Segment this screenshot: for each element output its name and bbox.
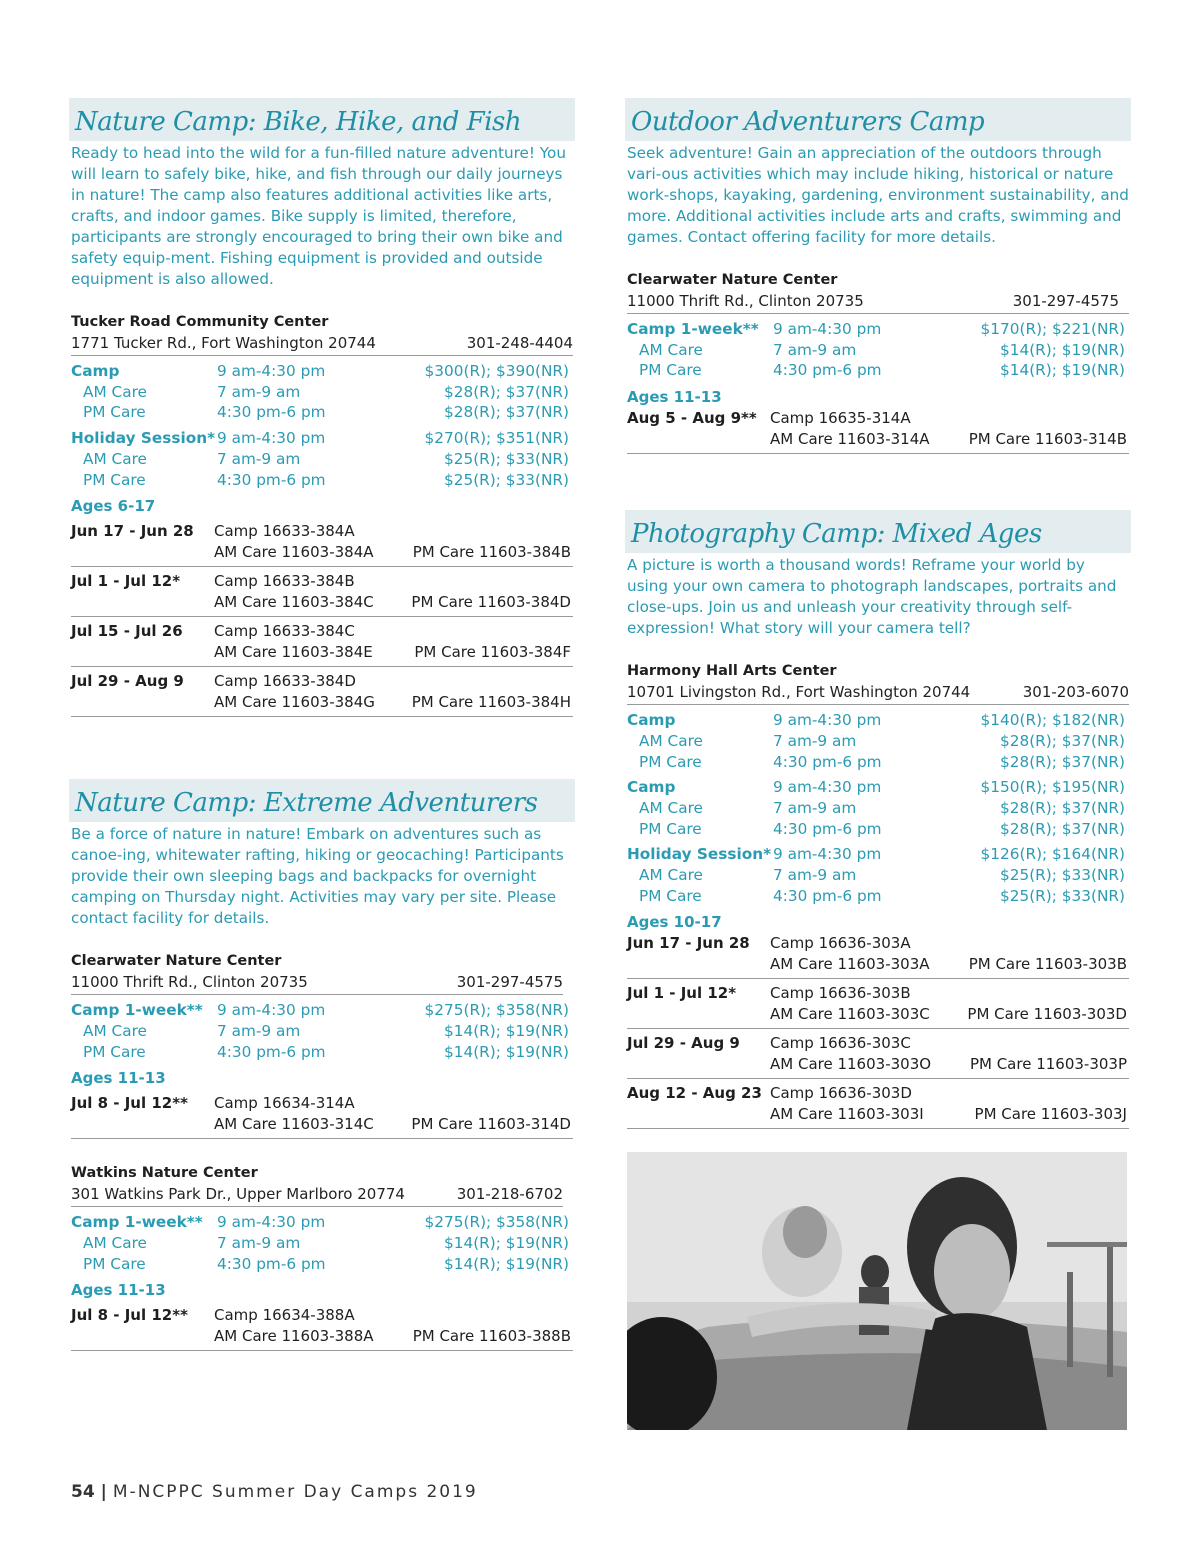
price-label: Holiday Session*	[71, 429, 216, 448]
price-time: 9 am-4:30 pm	[217, 362, 326, 380]
price-cost: $14(R); $19(NR)	[444, 1042, 569, 1061]
price-time: 4:30 pm-6 pm	[217, 470, 326, 489]
facility-phone: 301-203-6070	[1022, 683, 1129, 702]
pm-care-code: PM Care 11603-384B	[412, 543, 571, 562]
facility-address-row	[71, 972, 563, 995]
price-label: Camp	[627, 711, 676, 730]
facility-phone: 301-218-6702	[456, 1185, 563, 1204]
am-care-code: AM Care 11603-384C	[214, 593, 374, 612]
session-dates: Aug 5 - Aug 9**	[627, 409, 757, 428]
facility-name: Clearwater Nature Center	[627, 272, 838, 288]
pm-care-code: PM Care 11603-384H	[411, 693, 571, 712]
price-time: 4:30 pm-6 pm	[773, 752, 882, 771]
price-time: 4:30 pm-6 pm	[773, 819, 882, 838]
camp-photo	[627, 1152, 1127, 1430]
ages-label: Ages 6-17	[71, 497, 156, 516]
price-time: 7 am-9 am	[217, 382, 301, 401]
price-row	[627, 710, 1129, 731]
camp-code: Camp 16633-384D	[214, 672, 356, 691]
price-label: AM Care	[639, 340, 703, 359]
price-label: AM Care	[83, 1021, 147, 1040]
facility-phone: 301-297-4575	[1012, 292, 1119, 310]
price-cost: $275(R); $358(NR)	[424, 1001, 569, 1020]
ages-label: Ages 11-13	[627, 388, 722, 407]
price-time: 9 am-4:30 pm	[773, 778, 882, 797]
price-time: 9 am-4:30 pm	[773, 845, 882, 864]
price-time: 4:30 pm-6 pm	[217, 1042, 326, 1061]
price-time: 4:30 pm-6 pm	[217, 1254, 326, 1273]
facility-address: 11000 Thrift Rd., Clinton 20735	[71, 973, 308, 992]
section-title: Nature Camp: Extreme Adventurers	[69, 779, 575, 822]
price-label: Holiday Session*	[627, 845, 772, 864]
price-cost: $275(R); $358(NR)	[424, 1213, 569, 1232]
price-label: PM Care	[83, 470, 146, 489]
facility-address: 301 Watkins Park Dr., Upper Marlboro 20774	[71, 1185, 405, 1204]
facility-block	[627, 661, 1129, 1129]
session-dates: Jul 1 - Jul 12*	[627, 984, 737, 1003]
price-row	[627, 752, 1129, 773]
pm-care-code: PM Care 11603-388B	[412, 1327, 571, 1346]
am-care-code: AM Care 11603-303C	[770, 1005, 930, 1024]
section-description: Ready to head into the wild for a fun-filled nature adventure! You will learn to safely bike, hike, and fish through our daily journeys in nature! The camp also features additional activities like arts, crafts, and indoor games. Bike supply is limited, therefore, participants are strongly encouraged to bring their own bike and safety equip-ment. Fishing equipment is provided and outside equipment is also allowed.	[71, 144, 566, 288]
price-row	[71, 470, 573, 491]
price-label: AM Care	[639, 798, 703, 817]
camp-code: Camp 16636-303A	[770, 934, 911, 953]
pm-care-code: PM Care 11603-384D	[411, 593, 571, 612]
facility-phone: 301-297-4575	[456, 973, 563, 992]
facility-name: Watkins Nature Center	[71, 1165, 258, 1182]
camp-code: Camp 16633-384C	[214, 622, 355, 641]
price-row	[71, 1021, 573, 1042]
price-row	[71, 1042, 573, 1063]
facility-address-row	[627, 291, 1119, 313]
price-time: 4:30 pm-6 pm	[217, 403, 326, 422]
price-cost: $270(R); $351(NR)	[424, 429, 569, 448]
facility-block	[627, 270, 1129, 454]
price-row	[627, 865, 1129, 886]
price-cost: $126(R); $164(NR)	[980, 845, 1125, 864]
right-column	[627, 98, 1129, 1129]
session-dates: Jun 17 - Jun 28	[71, 522, 194, 541]
session-dates: Jul 1 - Jul 12*	[71, 572, 181, 591]
price-time: 9 am-4:30 pm	[217, 1001, 326, 1020]
session-dates: Jul 15 - Jul 26	[71, 622, 183, 641]
price-row	[627, 777, 1129, 798]
session-dates: Jul 29 - Aug 9	[71, 672, 184, 691]
price-label: AM Care	[83, 1234, 147, 1253]
price-cost: $28(R); $37(NR)	[444, 403, 569, 422]
price-label: Camp 1-week**	[71, 1001, 203, 1020]
price-cost: $14(R); $19(NR)	[444, 1021, 569, 1040]
am-care-code: AM Care 11603-314C	[214, 1115, 374, 1134]
facility-phone: 301-248-4404	[466, 334, 573, 352]
price-label: Camp 1-week**	[71, 1213, 203, 1232]
am-care-code: AM Care 11603-303I	[770, 1105, 924, 1124]
price-cost: $300(R); $390(NR)	[424, 362, 569, 380]
section-title: Outdoor Adventurers Camp	[625, 98, 1131, 141]
price-row	[71, 382, 573, 403]
ages-label: Ages 10-17	[627, 913, 722, 932]
section-outdoor-adventurers	[627, 98, 1129, 454]
section-photography-camp	[627, 510, 1129, 1129]
pm-care-code: PM Care 11603-384F	[414, 643, 571, 662]
session-dates: Jul 8 - Jul 12**	[71, 1306, 188, 1325]
section-description: Be a force of nature in nature! Embark on adventures such as canoe-ing, whitewater rafting, hiking or geocaching! Participants provide their own sleeping bags and backpacks for overnight camping on Thursday night. Activities may vary per site. Please contact facility for details.	[71, 825, 564, 928]
am-care-code: AM Care 11603-384E	[214, 643, 373, 662]
price-group	[627, 844, 1129, 906]
price-label: PM Care	[83, 1254, 146, 1273]
section-description: A picture is worth a thousand words! Reframe your world by using your own camera to photograph landscapes, portraits and close-ups. Join us and unleash your creativity through self-expression! What story will your camera tell?	[627, 556, 1117, 638]
camp-code: Camp 16634-314A	[214, 1094, 355, 1113]
session-row	[627, 933, 1129, 979]
price-row	[71, 402, 573, 423]
price-time: 7 am-9 am	[773, 798, 857, 817]
publication-title: M-NCPPC Summer Day Camps 2019	[112, 1482, 478, 1502]
facility-block	[71, 951, 573, 1139]
facility-address: 1771 Tucker Rd., Fort Washington 20744	[71, 334, 376, 352]
price-time: 7 am-9 am	[773, 340, 857, 359]
price-cost: $25(R); $33(NR)	[444, 470, 569, 489]
price-cost: $25(R); $33(NR)	[444, 449, 569, 468]
price-group	[627, 777, 1129, 839]
section-title: Nature Camp: Bike, Hike, and Fish	[69, 98, 575, 141]
price-cost: $14(R); $19(NR)	[444, 1254, 569, 1273]
price-label: Camp 1-week**	[627, 320, 759, 338]
session-dates: Jun 17 - Jun 28	[627, 934, 750, 953]
section-extreme-adventurers	[71, 779, 573, 1351]
price-label: AM Care	[83, 382, 147, 401]
price-label: PM Care	[639, 819, 702, 838]
price-row	[71, 1254, 573, 1275]
price-label: Camp	[627, 778, 676, 797]
price-row	[627, 844, 1129, 865]
price-label: AM Care	[639, 866, 703, 885]
photo-illustration	[627, 1152, 1127, 1430]
facility-address-row	[627, 682, 1129, 705]
session-row	[71, 1301, 573, 1351]
price-cost: $28(R); $37(NR)	[1000, 819, 1125, 838]
price-label: Camp	[71, 362, 120, 380]
price-label: PM Care	[83, 403, 146, 422]
price-time: 9 am-4:30 pm	[773, 711, 882, 730]
section-title: Photography Camp: Mixed Ages	[625, 510, 1131, 553]
price-time: 7 am-9 am	[217, 1021, 301, 1040]
price-row	[71, 1233, 573, 1254]
facility-name: Harmony Hall Arts Center	[627, 663, 837, 680]
am-care-code: AM Care 11603-303O	[770, 1055, 932, 1074]
facility-name: Clearwater Nature Center	[71, 953, 282, 970]
session-row	[71, 617, 573, 667]
session-row	[627, 408, 1129, 454]
price-cost: $28(R); $37(NR)	[1000, 798, 1125, 817]
session-row	[71, 567, 573, 617]
am-care-code: AM Care 11603-314A	[770, 430, 930, 449]
price-label: PM Care	[639, 886, 702, 905]
session-dates: Jul 29 - Aug 9	[627, 1034, 740, 1053]
session-row	[71, 1089, 573, 1139]
price-time: 7 am-9 am	[217, 449, 301, 468]
price-group	[627, 710, 1129, 772]
price-row	[71, 428, 573, 449]
price-row	[71, 449, 573, 470]
price-time: 7 am-9 am	[773, 731, 857, 750]
session-row	[627, 1079, 1129, 1129]
price-cost: $28(R); $37(NR)	[1000, 731, 1125, 750]
camp-code: Camp 16635-314A	[770, 409, 911, 428]
facility-address: 10701 Livingston Rd., Fort Washington 20744	[627, 683, 971, 702]
price-cost: $14(R); $19(NR)	[1000, 361, 1125, 380]
price-cost: $14(R); $19(NR)	[444, 1234, 569, 1253]
price-time: 9 am-4:30 pm	[773, 320, 882, 338]
price-row	[627, 319, 1129, 340]
left-column	[71, 98, 573, 1351]
price-cost: $140(R); $182(NR)	[980, 711, 1125, 730]
price-group	[71, 428, 573, 490]
price-time: 9 am-4:30 pm	[217, 1213, 326, 1232]
price-group	[627, 319, 1129, 381]
facility-address: 11000 Thrift Rd., Clinton 20735	[627, 292, 864, 310]
camp-code: Camp 16633-384B	[214, 572, 355, 591]
session-row	[627, 1029, 1129, 1079]
price-time: 4:30 pm-6 pm	[773, 886, 882, 905]
section-description: Seek adventure! Gain an appreciation of the outdoors through vari-ous activities which may include hiking, historical or nature work-shops, kayaking, gardening, environment sustainability, and more. Additional activities include arts and crafts, swimming and games. Contact offering facility for more details.	[627, 144, 1129, 246]
price-group	[71, 1000, 573, 1062]
pm-care-code: PM Care 11603-303D	[967, 1005, 1127, 1024]
price-row	[627, 886, 1129, 907]
facility-address-row	[71, 333, 573, 356]
pm-care-code: PM Care 11603-303B	[968, 955, 1127, 974]
ages-label: Ages 11-13	[71, 1281, 166, 1300]
price-row	[627, 731, 1129, 752]
price-group	[71, 361, 573, 423]
am-care-code: AM Care 11603-388A	[214, 1327, 374, 1346]
price-label: AM Care	[639, 731, 703, 750]
price-cost: $150(R); $195(NR)	[980, 778, 1125, 797]
price-label: AM Care	[83, 449, 147, 468]
price-group	[71, 1212, 573, 1274]
price-cost: $28(R); $37(NR)	[444, 382, 569, 401]
price-row	[627, 819, 1129, 840]
ages-label: Ages 11-13	[71, 1069, 166, 1088]
camp-code: Camp 16633-384A	[214, 522, 355, 541]
price-time: 9 am-4:30 pm	[217, 429, 326, 448]
am-care-code: AM Care 11603-303A	[770, 955, 930, 974]
camp-code: Camp 16634-388A	[214, 1306, 355, 1325]
session-dates: Jul 8 - Jul 12**	[71, 1094, 188, 1113]
price-row	[71, 361, 573, 382]
price-label: PM Care	[83, 1042, 146, 1061]
facility-block	[71, 1163, 573, 1351]
session-row	[627, 979, 1129, 1029]
camp-code: Camp 16636-303C	[770, 1034, 911, 1053]
facility-name: Tucker Road Community Center	[71, 314, 329, 330]
price-row	[627, 340, 1129, 361]
facility-address-row	[71, 1184, 563, 1207]
price-time: 4:30 pm-6 pm	[773, 361, 882, 380]
footer-separator: |	[100, 1482, 107, 1502]
price-row	[627, 798, 1129, 819]
pm-care-code: PM Care 11603-303P	[969, 1055, 1127, 1074]
price-row	[71, 1212, 573, 1233]
price-cost: $25(R); $33(NR)	[1000, 866, 1125, 885]
price-label: PM Care	[639, 752, 702, 771]
price-time: 7 am-9 am	[773, 866, 857, 885]
facility-block	[71, 312, 573, 717]
pm-care-code: PM Care 11603-314D	[411, 1115, 571, 1134]
pm-care-code: PM Care 11603-314B	[968, 430, 1127, 449]
section-bike-hike-fish	[71, 98, 573, 717]
am-care-code: AM Care 11603-384A	[214, 543, 374, 562]
session-row	[71, 667, 573, 717]
camp-code: Camp 16636-303B	[770, 984, 911, 1003]
price-label: PM Care	[639, 361, 702, 380]
price-cost: $25(R); $33(NR)	[1000, 886, 1125, 905]
price-row	[71, 1000, 573, 1021]
pm-care-code: PM Care 11603-303J	[974, 1105, 1127, 1124]
price-cost: $170(R); $221(NR)	[980, 320, 1125, 338]
price-row	[627, 360, 1129, 381]
price-cost: $14(R); $19(NR)	[1000, 340, 1125, 359]
am-care-code: AM Care 11603-384G	[214, 693, 375, 712]
page-number: 54	[71, 1482, 95, 1502]
session-row	[71, 517, 573, 567]
price-cost: $28(R); $37(NR)	[1000, 752, 1125, 771]
camp-code: Camp 16636-303D	[770, 1084, 912, 1103]
page-footer	[71, 1482, 478, 1502]
price-time: 7 am-9 am	[217, 1234, 301, 1253]
session-dates: Aug 12 - Aug 23	[627, 1084, 762, 1103]
